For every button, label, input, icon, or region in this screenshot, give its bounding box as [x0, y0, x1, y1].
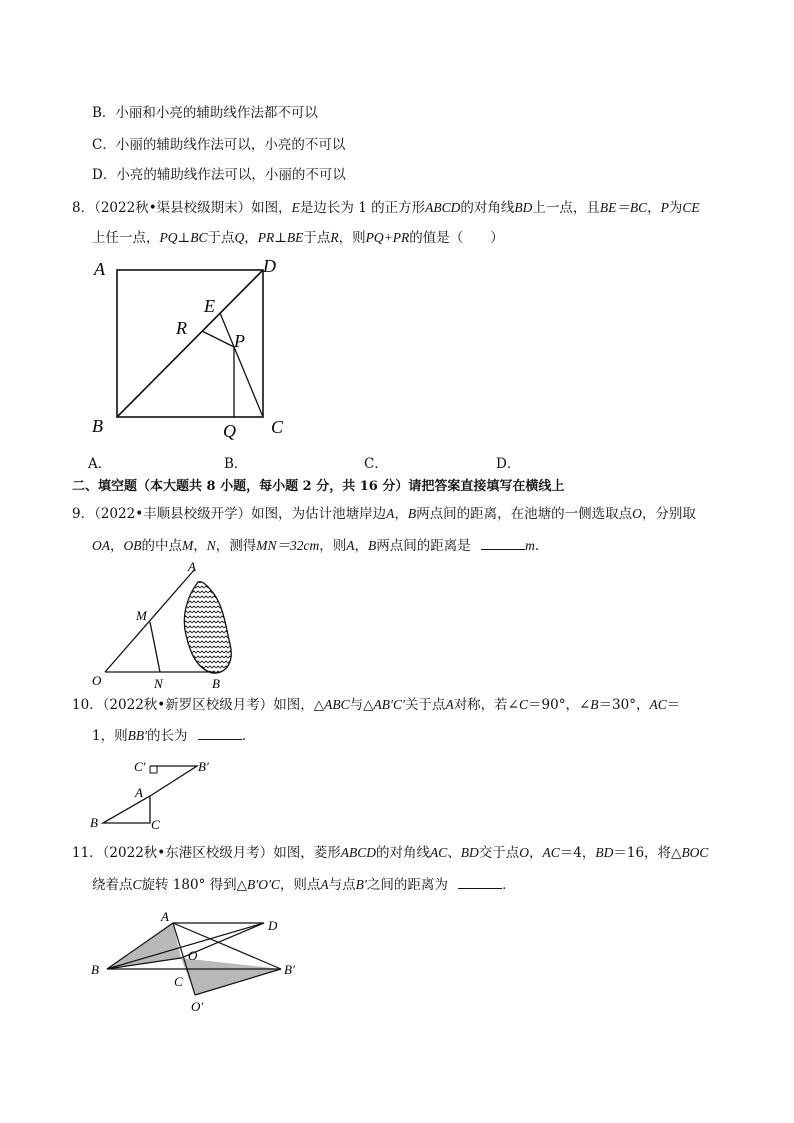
label-c: C [174, 974, 183, 989]
q8-choice-d[interactable]: D． [496, 456, 521, 472]
q9-answer-blank[interactable] [481, 537, 525, 550]
segment-oa [105, 569, 195, 672]
q9-pond-figure [88, 560, 258, 690]
q10-triangles-figure [88, 755, 238, 835]
label-b-prime: B′ [198, 759, 209, 774]
q7-option-d: D．小亮的辅助线作法可以，小丽的不可以 [92, 167, 346, 183]
label-a: A [188, 559, 196, 574]
q8-choice-a[interactable]: A． [88, 456, 112, 472]
triangles-path [103, 766, 197, 823]
label-q: Q [223, 421, 236, 441]
label-p: P [234, 331, 245, 351]
label-a: A [135, 785, 143, 800]
label-b: B [212, 676, 220, 691]
label-c: C [151, 817, 160, 832]
q11-stem-line1: 11．（2022秋•东港区校级月考）如图，菱形ABCD的对角线AC、BD交于点O，AC＝4，BD＝16，将△BOC [72, 845, 709, 861]
pond-shape [184, 582, 231, 673]
q11-rhombus-figure [88, 905, 318, 1015]
shaded-triangle-b-o-c [181, 958, 281, 995]
section-heading-fill-in: 二、填空题（本大题共 8 小题，每小题 2 分，共 16 分）请把答案直接填写在横线上 [72, 479, 565, 494]
label-a: A [94, 259, 105, 279]
label-d: D [263, 256, 276, 276]
label-c: C [271, 417, 284, 437]
q9-stem-line1: 9．（2022•丰顺县校级开学）如图，为估计池塘岸边A，B两点间的距离，在池塘的一侧选取点O，分别取 [72, 506, 696, 522]
label-r: R [176, 318, 187, 338]
label-o-prime: O′ [191, 999, 204, 1014]
label-b: B [90, 815, 98, 830]
q11-answer-blank[interactable] [458, 876, 502, 889]
label-b-prime: B′ [284, 962, 295, 977]
label-a: A [161, 909, 169, 924]
segment-pr [202, 331, 234, 347]
q8-choice-b[interactable]: B． [224, 456, 248, 472]
q7-option-c: C．小丽的辅助线作法可以，小亮的不可以 [92, 137, 346, 153]
label-b: B [91, 962, 99, 977]
label-c-prime: C′ [134, 759, 146, 774]
label-b: B [92, 416, 103, 436]
label-d: D [268, 918, 278, 933]
label-o: O [188, 948, 198, 963]
label-m: M [136, 608, 147, 623]
q7-option-b: B．小丽和小亮的辅助线作法都不可以 [92, 105, 318, 121]
shaded-triangle-boc [107, 923, 181, 969]
q10-stem-line1: 10．（2022秋•新罗区校级月考）如图，△ABC与△AB′C′关于点A对称，若∠C＝90°，∠B＝30°，AC＝ [72, 697, 681, 713]
segment-ce [220, 313, 263, 417]
right-angle-mark [150, 766, 157, 773]
q10-stem-line2: 1，则BB′的长为 ． [92, 728, 256, 744]
q11-stem-line2: 绕着点C旋转 180° 得到△B′O′C，则点A与点B′之间的距离为 ． [92, 877, 516, 893]
q10-answer-blank[interactable] [198, 727, 242, 740]
label-n: N [154, 676, 163, 691]
q8-choice-c[interactable]: C． [364, 456, 388, 472]
q8-stem-line1: 8．（2022秋•渠县校级期末）如图，E是边长为 1 的正方形ABCD的对角线BD上一点，且BE＝BC，P为CE [72, 200, 700, 216]
label-o: O [92, 673, 102, 688]
q9-stem-line2: OA，OB的中点M，N，测得MN＝32cm，则A，B两点间的距离是 m． [92, 538, 549, 554]
q8-stem-line2: 上任一点，PQ⊥BC于点Q，PR⊥BE于点R，则PQ+PR的值是（ ） [92, 230, 504, 246]
segment-mn [150, 622, 160, 672]
q8-square-figure [88, 255, 308, 445]
label-e: E [204, 296, 215, 316]
